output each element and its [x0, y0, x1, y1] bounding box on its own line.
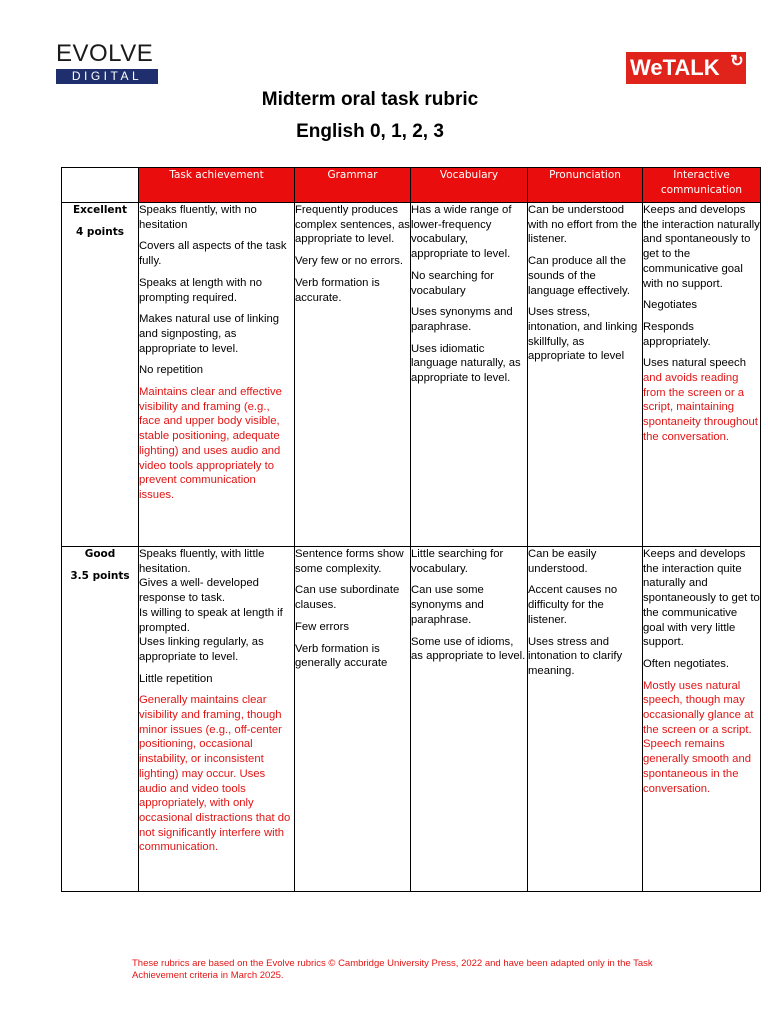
page-subtitle: English 0, 1, 2, 3	[296, 121, 444, 142]
criteria-text-part: Speaks at length with no prompting required.	[139, 276, 263, 304]
level-points: 4 points	[75, 226, 125, 238]
criteria-text-part: Uses stress, intonation, and linking skillfully, as appropriate to level	[528, 306, 638, 363]
criteria-cell-pronunciation	[528, 203, 643, 547]
criteria-text-part: Generally maintains clear visibility and framing, though minor issues (e.g., off-center positioning, occasional instability, or inconsistent lighting) may occur. Uses audio and video tools appropriately, with only occasional distractions that do not significantly interfere with communication.	[139, 694, 291, 854]
criteria-text	[528, 203, 642, 247]
criteria-text	[528, 254, 642, 298]
criteria-text	[411, 305, 527, 334]
header-interactive-communication: Interactive communication	[643, 168, 761, 203]
criteria-cell-interactive-communication	[643, 203, 761, 547]
criteria-text	[139, 385, 294, 503]
criteria-cell-task-achievement	[139, 203, 295, 547]
header-task-achievement: Task achievement	[139, 168, 295, 203]
criteria-text-part: Covers all aspects of the task fully.	[139, 240, 287, 268]
criteria-cell-vocabulary	[411, 547, 528, 892]
criteria-text-part: Responds appropriately.	[643, 320, 711, 348]
criteria-text	[528, 547, 642, 576]
criteria-text	[139, 635, 294, 664]
criteria-cell-pronunciation	[528, 547, 643, 892]
criteria-text	[295, 642, 410, 671]
criteria-text-part: Can use subordinate clauses.	[295, 584, 400, 612]
criteria-text-part: Uses synonyms and paraphrase.	[411, 306, 513, 333]
criteria-text	[139, 547, 294, 576]
criteria-cell-interactive-communication	[643, 547, 761, 892]
criteria-text	[528, 635, 642, 679]
criteria-text	[295, 254, 410, 269]
wetalk-swirl-icon: ↻	[730, 53, 744, 70]
header-grammar: Grammar	[295, 168, 411, 203]
criteria-text-part: Maintains clear and effective visibility and framing (e.g., face and upper body visible, stable positioning, adequate lighting) and uses audio and video tools appropriately to prevent communication issues.	[139, 386, 282, 501]
criteria-text-part: Uses stress and intonation to clarify meaning.	[528, 635, 623, 677]
criteria-text	[295, 276, 410, 305]
criteria-text-part: Can produce all the sounds of the language effectively.	[528, 255, 630, 297]
criteria-text	[411, 342, 527, 386]
criteria-cell-grammar	[295, 203, 411, 547]
criteria-text	[139, 576, 294, 605]
criteria-text-part: Often negotiates.	[643, 657, 730, 670]
criteria-text-part: Can be understood with no effort from the listener.	[528, 204, 638, 246]
criteria-text-part: Little searching for vocabulary.	[411, 548, 504, 575]
level-cell	[62, 203, 139, 547]
criteria-text-part: Gives a well- developed response to task.	[139, 577, 259, 605]
criteria-text	[139, 363, 294, 378]
criteria-cell-vocabulary	[411, 203, 528, 547]
criteria-text-part-highlight: and avoids reading from the screen or a script, maintaining spontaneity throughout the conversation.	[643, 372, 758, 443]
criteria-text	[139, 276, 294, 305]
criteria-text	[643, 679, 760, 797]
criteria-text-part: Sentence forms show some complexity.	[295, 548, 404, 575]
criteria-text	[528, 583, 642, 627]
criteria-text	[139, 239, 294, 268]
criteria-text-part: Few errors	[295, 620, 349, 633]
criteria-text-part: Frequently produces complex sentences, as appropriate to level.	[295, 204, 410, 246]
criteria-text-part: Can use some synonyms and paraphrase.	[411, 584, 484, 626]
criteria-text-part: Keeps and develops the interaction quite naturally and spontaneously to get to the communicative goal with very little support.	[643, 548, 760, 649]
wetalk-logo-text: WeTALK	[630, 55, 720, 80]
criteria-text	[643, 298, 760, 313]
criteria-cell-task-achievement	[139, 547, 295, 892]
criteria-text	[411, 203, 527, 262]
evolve-logo-word: EVOLVE	[56, 40, 154, 67]
criteria-text	[411, 583, 527, 627]
header-row	[62, 168, 761, 203]
header-pronunciation: Pronunciation	[528, 168, 643, 203]
criteria-text-part: Keeps and develops the interaction naturally and spontaneously to get to the communicative goal with no support.	[643, 204, 760, 290]
level-name: Excellent	[72, 204, 128, 216]
criteria-text	[295, 583, 410, 612]
criteria-text	[411, 547, 527, 576]
criteria-text-part: Accent causes no difficulty for the listener.	[528, 584, 618, 626]
criteria-text	[411, 635, 527, 664]
criteria-text-part: Is willing to speak at length if prompted.	[139, 606, 283, 634]
criteria-text	[643, 203, 760, 291]
wetalk-logo	[626, 52, 746, 84]
footer-note: These rubrics are based on the Evolve rubrics © Cambridge University Press, 2022 and have been adapted only in the Task Achievement criteria in March 2025.	[132, 958, 653, 981]
level-points: 3.5 points	[70, 570, 130, 582]
criteria-text	[295, 547, 410, 576]
criteria-text-part: Speaks fluently, with little hesitation.	[139, 548, 265, 575]
level-name: Good	[84, 548, 116, 560]
criteria-text	[139, 672, 294, 687]
criteria-text	[643, 657, 760, 672]
criteria-text-part: Little repetition	[139, 672, 213, 685]
table-row	[62, 547, 761, 892]
header-vocabulary: Vocabulary	[411, 168, 528, 203]
criteria-text-part: Makes natural use of linking and signposting, as appropriate to level.	[139, 313, 280, 355]
criteria-text-part: Verb formation is accurate.	[295, 276, 380, 304]
criteria-text	[643, 547, 760, 650]
criteria-text	[528, 305, 642, 364]
criteria-text-part: Some use of idioms, as appropriate to level.	[411, 635, 526, 663]
criteria-text-part: No repetition	[139, 364, 204, 377]
criteria-text-part: Uses natural speech	[643, 357, 746, 370]
criteria-text-part: Has a wide range of lower-frequency vocabulary, appropriate to level.	[411, 204, 512, 261]
criteria-text	[139, 312, 294, 356]
criteria-text	[295, 203, 410, 247]
page-title: Midterm oral task rubric	[261, 89, 479, 110]
criteria-text-part: Verb formation is generally accurate	[295, 642, 388, 670]
criteria-text-part: Speaks fluently, with no hesitation	[139, 204, 257, 231]
criteria-text-part: Very few or no errors.	[295, 255, 403, 268]
criteria-text	[139, 606, 294, 635]
criteria-cell-grammar	[295, 547, 411, 892]
criteria-text	[411, 269, 527, 298]
rubric-table	[61, 167, 761, 892]
criteria-text	[295, 620, 410, 635]
criteria-text	[139, 203, 294, 232]
criteria-text	[139, 693, 294, 855]
criteria-text-part: Can be easily understood.	[528, 548, 597, 575]
criteria-text	[643, 356, 760, 444]
evolve-logo-sub: DIGITAL	[56, 69, 158, 84]
criteria-text-part: Uses idiomatic language naturally, as appropriate to level.	[411, 342, 521, 385]
criteria-text	[643, 320, 760, 349]
evolve-digital-logo	[56, 42, 158, 84]
criteria-text-part: Uses linking regularly, as appropriate to level.	[139, 636, 264, 663]
table-row	[62, 203, 761, 547]
header-corner-cell	[62, 168, 139, 203]
criteria-text-part: Negotiates	[643, 299, 698, 312]
criteria-text-part: Mostly uses natural speech, though may occasionally glance at the screen or a script. Speech remains generally smooth and spontaneous in the conversation.	[643, 679, 754, 795]
rubric-body	[62, 203, 761, 892]
level-cell	[62, 547, 139, 892]
criteria-text-part: No searching for vocabulary	[411, 269, 494, 297]
